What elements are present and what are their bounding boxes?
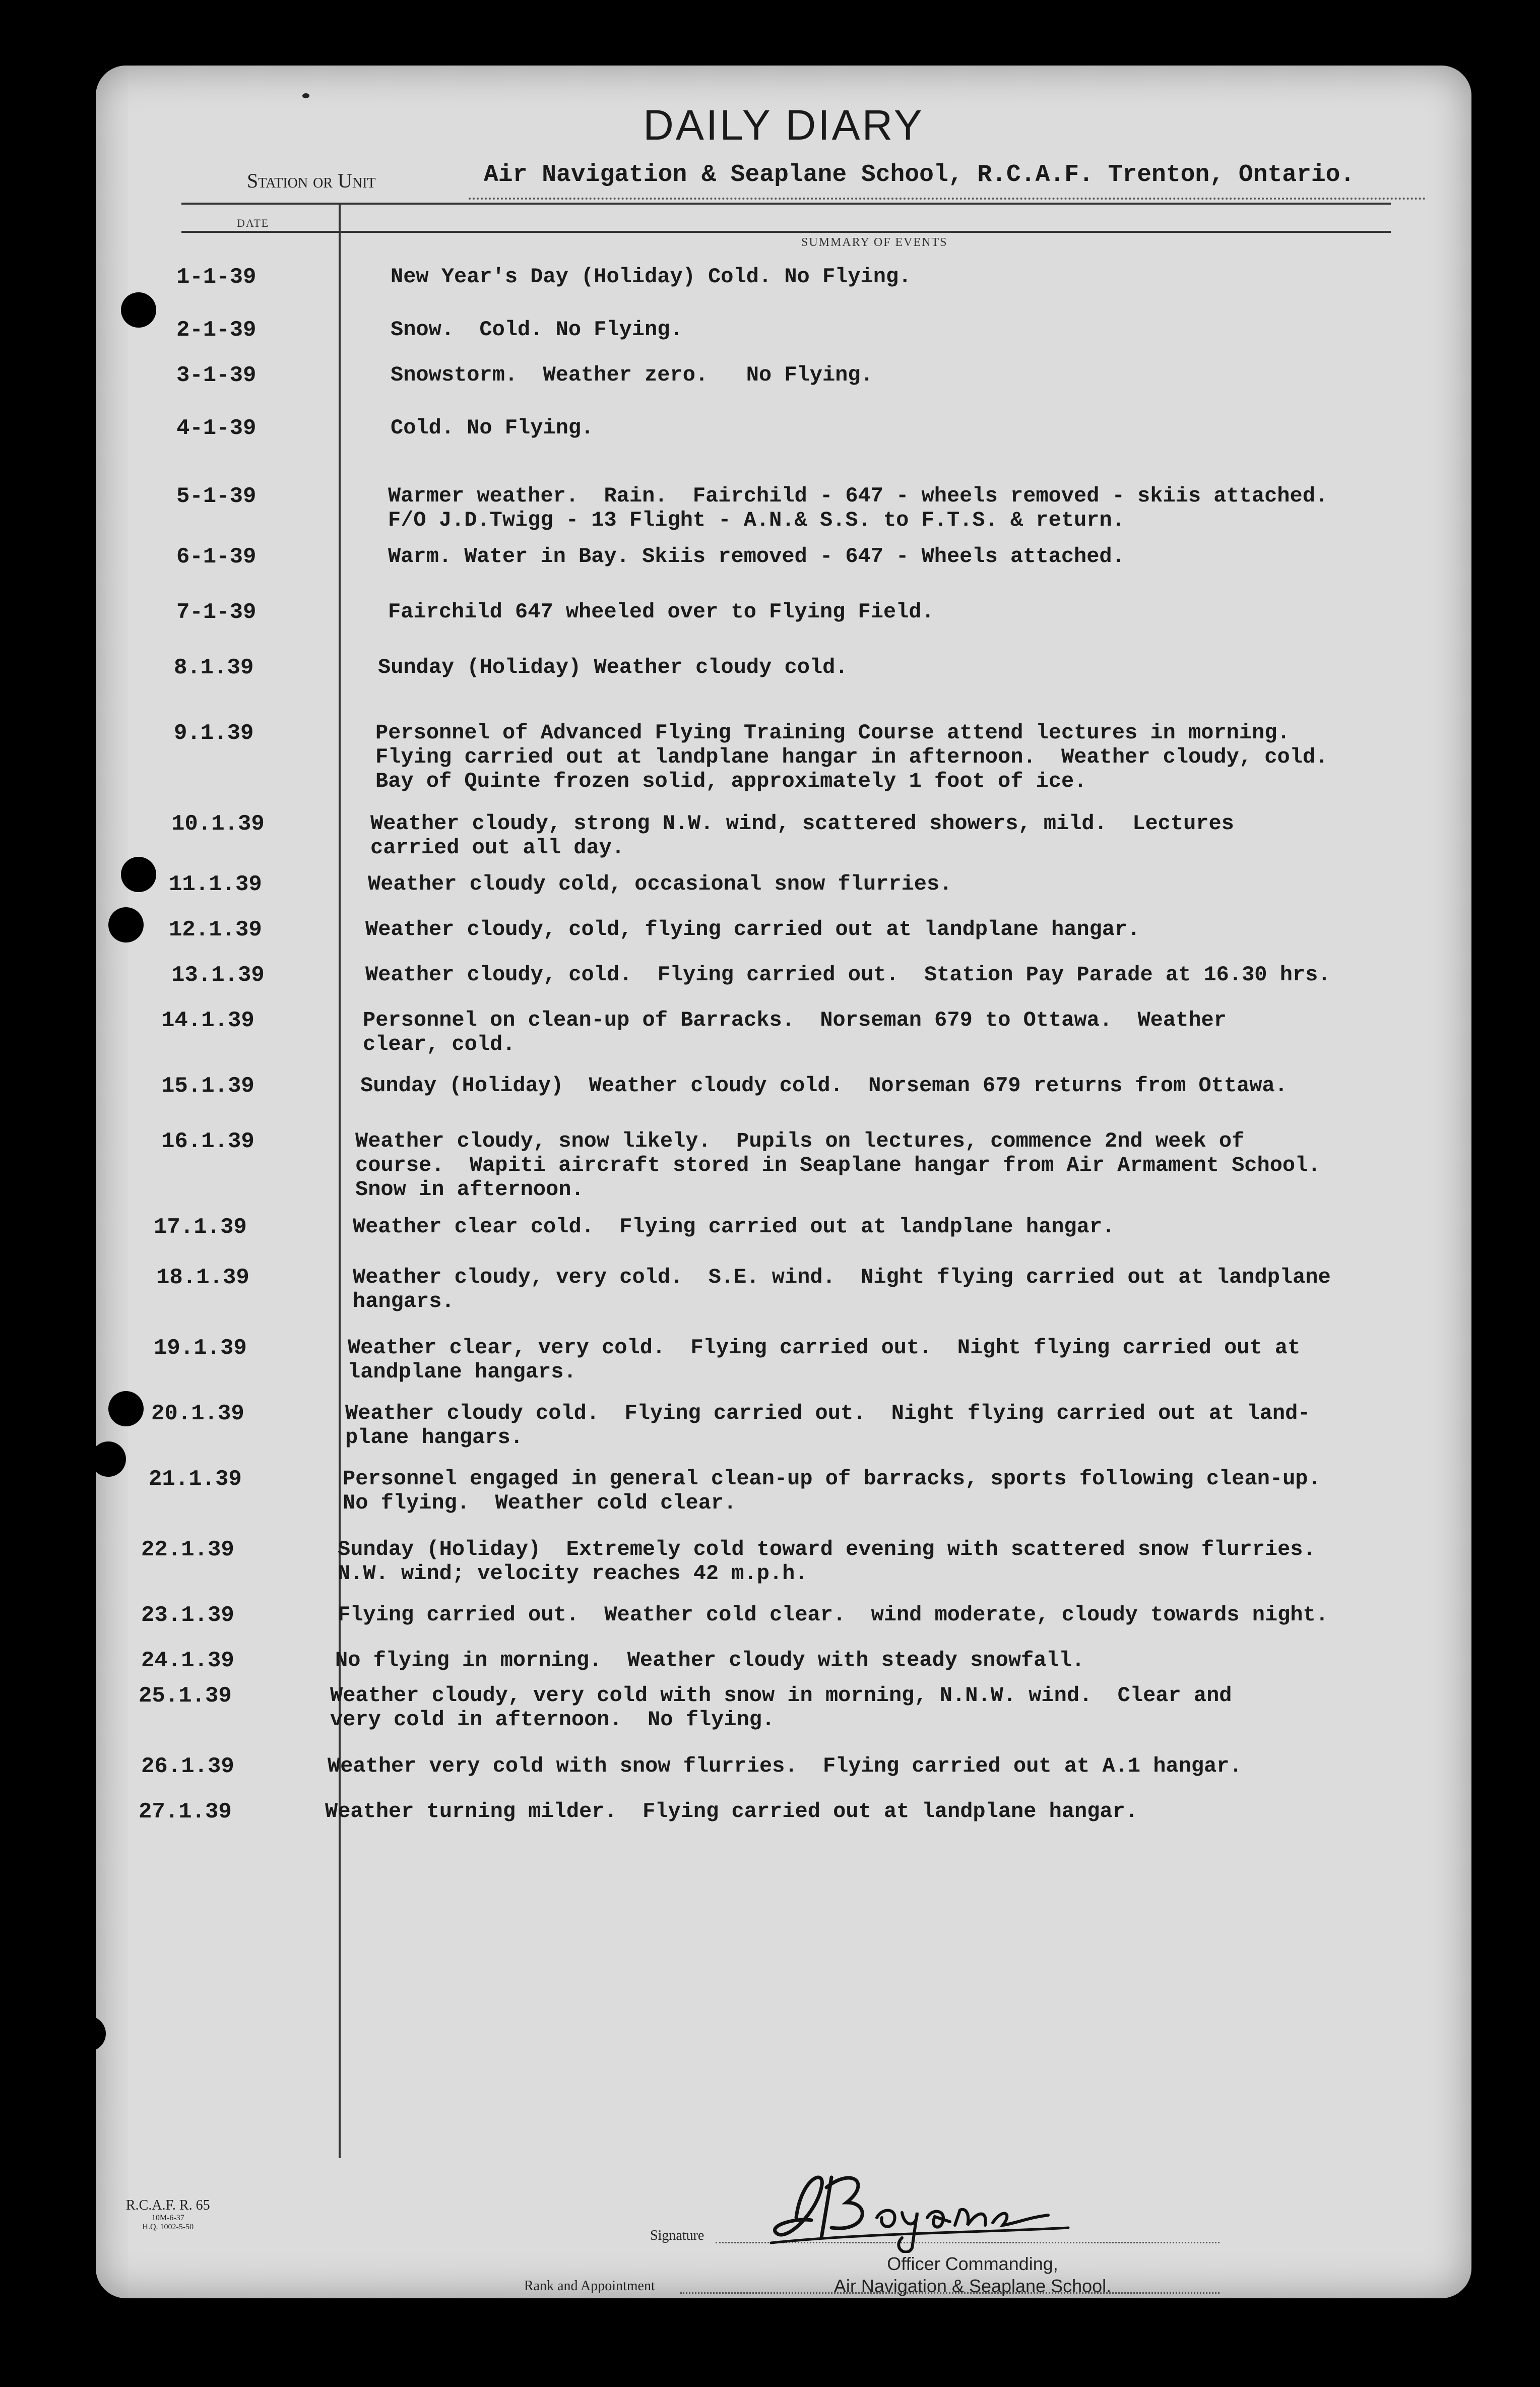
entry-date: 3-1-39: [176, 363, 256, 388]
entry-text: Warmer weather. Rain. Fairchild - 647 - wheels removed - skiis attached. F/O J.D.Twigg - 13 Flight - A.N.& S.S. to F.T.S. & return.: [388, 484, 1328, 532]
entry-date: 9.1.39: [174, 721, 254, 746]
entry-text: Weather clear cold. Flying carried out at landplane hangar.: [353, 1215, 1115, 1239]
entry-text: Weather turning milder. Flying carried out at landplane hangar.: [325, 1799, 1138, 1824]
entry-date: 6-1-39: [176, 544, 256, 570]
entry-date: 20.1.39: [151, 1401, 244, 1426]
punch-hole: [121, 292, 156, 328]
punch-hole: [91, 1441, 126, 1477]
entry-date: 24.1.39: [141, 1648, 234, 1673]
entry-date: 17.1.39: [154, 1215, 247, 1240]
form-print-code: 10M-6-37: [151, 2214, 184, 2222]
page-title: DAILY DIARY: [643, 101, 924, 149]
entry-date: 18.1.39: [156, 1265, 249, 1290]
entry-date: 8.1.39: [174, 655, 254, 680]
entry-text: Cold. No Flying.: [391, 416, 594, 440]
entry-date: 27.1.39: [139, 1799, 232, 1825]
entry-text: Weather cloudy, very cold with snow in morning, N.N.W. wind. Clear and very cold in afternoon. No flying.: [330, 1683, 1232, 1732]
entry-text: Weather cloudy, strong N.W. wind, scattered showers, mild. Lectures carried out all day.: [370, 811, 1234, 860]
entry-text: Weather clear, very cold. Flying carried out. Night flying carried out at landplane hangars.: [348, 1336, 1301, 1384]
header-rule-top: [181, 203, 1391, 205]
column-divider: [339, 203, 341, 2158]
entry-date: 16.1.39: [161, 1129, 254, 1154]
handwritten-signature: [766, 2157, 1078, 2255]
rank-line-1: Officer Commanding,: [887, 2253, 1058, 2274]
punch-hole: [108, 907, 144, 943]
entry-date: 11.1.39: [169, 872, 262, 897]
entry-text: Fairchild 647 wheeled over to Flying Field.: [388, 600, 934, 624]
entry-text: Personnel of Advanced Flying Training Course attend lectures in morning. Flying carried out at landplane hangar in afternoon. Weather cloudy, cold. Bay of Quinte frozen solid, approximately 1 foot of ice.: [375, 721, 1328, 793]
form-identifier: [126, 2197, 210, 2232]
form-hq-code: H.Q. 1002-5-50: [142, 2223, 194, 2231]
ink-speck: [302, 93, 309, 98]
signature-label: Signature: [650, 2228, 704, 2243]
punch-hole: [71, 2016, 106, 2051]
diary-page: [96, 66, 1471, 2298]
entry-text: Weather cloudy, very cold. S.E. wind. Night flying carried out at landplane hangars.: [353, 1265, 1331, 1313]
summary-column-header: SUMMARY OF EVENTS: [801, 236, 948, 249]
station-value: Air Navigation & Seaplane School, R.C.A.F. Trenton, Ontario.: [484, 161, 1355, 189]
entry-date: 14.1.39: [161, 1008, 254, 1033]
station-dotted-line: [469, 198, 1426, 200]
header-rule-bottom: [181, 231, 1391, 233]
entry-text: New Year's Day (Holiday) Cold. No Flying.: [391, 265, 912, 289]
entry-date: 7-1-39: [176, 600, 256, 625]
entry-date: 2-1-39: [176, 318, 256, 343]
entry-date: 26.1.39: [141, 1754, 234, 1779]
date-column-header: DATE: [237, 217, 270, 229]
punch-hole: [121, 857, 156, 892]
entry-date: 19.1.39: [154, 1336, 247, 1361]
entry-date: 21.1.39: [149, 1467, 242, 1492]
entry-date: 22.1.39: [141, 1537, 234, 1562]
entry-text: Weather cloudy cold. Flying carried out. Night flying carried out at land- plane hangars.: [345, 1401, 1311, 1450]
entry-text: Weather very cold with snow flurries. Flying carried out at A.1 hangar.: [328, 1754, 1242, 1778]
entry-date: 4-1-39: [176, 416, 256, 441]
rank-line-2: Air Navigation & Seaplane School.: [833, 2276, 1112, 2296]
entry-text: Sunday (Holiday) Weather cloudy cold. Norseman 679 returns from Ottawa.: [360, 1074, 1288, 1098]
entry-text: Sunday (Holiday) Weather cloudy cold.: [378, 655, 848, 679]
entry-text: Snowstorm. Weather zero. No Flying.: [391, 363, 873, 387]
entry-text: Snow. Cold. No Flying.: [391, 318, 683, 342]
entry-text: Warm. Water in Bay. Skiis removed - 647 - Wheels attached.: [388, 544, 1125, 569]
entry-text: Weather cloudy, cold, flying carried out at landplane hangar.: [365, 917, 1140, 941]
entry-date: 5-1-39: [176, 484, 256, 509]
entry-date: 10.1.39: [171, 811, 265, 837]
punch-hole: [108, 1391, 144, 1426]
entry-date: 15.1.39: [161, 1074, 254, 1099]
station-label: Station or Unit: [247, 169, 376, 192]
entry-text: Weather cloudy, cold. Flying carried out. Station Pay Parade at 16.30 hrs.: [365, 963, 1331, 987]
entry-text: No flying in morning. Weather cloudy with steady snowfall.: [335, 1648, 1085, 1672]
entry-date: 13.1.39: [171, 963, 265, 988]
entry-text: Flying carried out. Weather cold clear. wind moderate, cloudy towards night.: [338, 1603, 1328, 1627]
entry-date: 25.1.39: [139, 1683, 232, 1709]
entry-text: Weather cloudy, snow likely. Pupils on lectures, commence 2nd week of course. Wapiti aircraft stored in Seaplane hangar from Air Armament School. Snow in afternoon.: [355, 1129, 1321, 1202]
entry-date: 1-1-39: [176, 265, 256, 290]
entry-text: Personnel on clean-up of Barracks. Norseman 679 to Ottawa. Weather clear, cold.: [363, 1008, 1227, 1056]
signature-image: [766, 2157, 1078, 2253]
rank-label: Rank and Appointment: [524, 2278, 655, 2294]
entry-text: Personnel engaged in general clean-up of barracks, sports following clean-up. No flying. Weather cold clear.: [343, 1467, 1321, 1515]
entry-text: Weather cloudy cold, occasional snow flurries.: [368, 872, 952, 896]
entry-text: Sunday (Holiday) Extremely cold toward evening with scattered snow flurries. N.W. wind; velocity reaches 42 m.p.h.: [338, 1537, 1316, 1586]
form-number: R.C.A.F. R. 65: [126, 2197, 210, 2213]
rank-appointment: [771, 2253, 1174, 2297]
entry-date: 23.1.39: [141, 1603, 234, 1628]
entry-date: 12.1.39: [169, 917, 262, 943]
